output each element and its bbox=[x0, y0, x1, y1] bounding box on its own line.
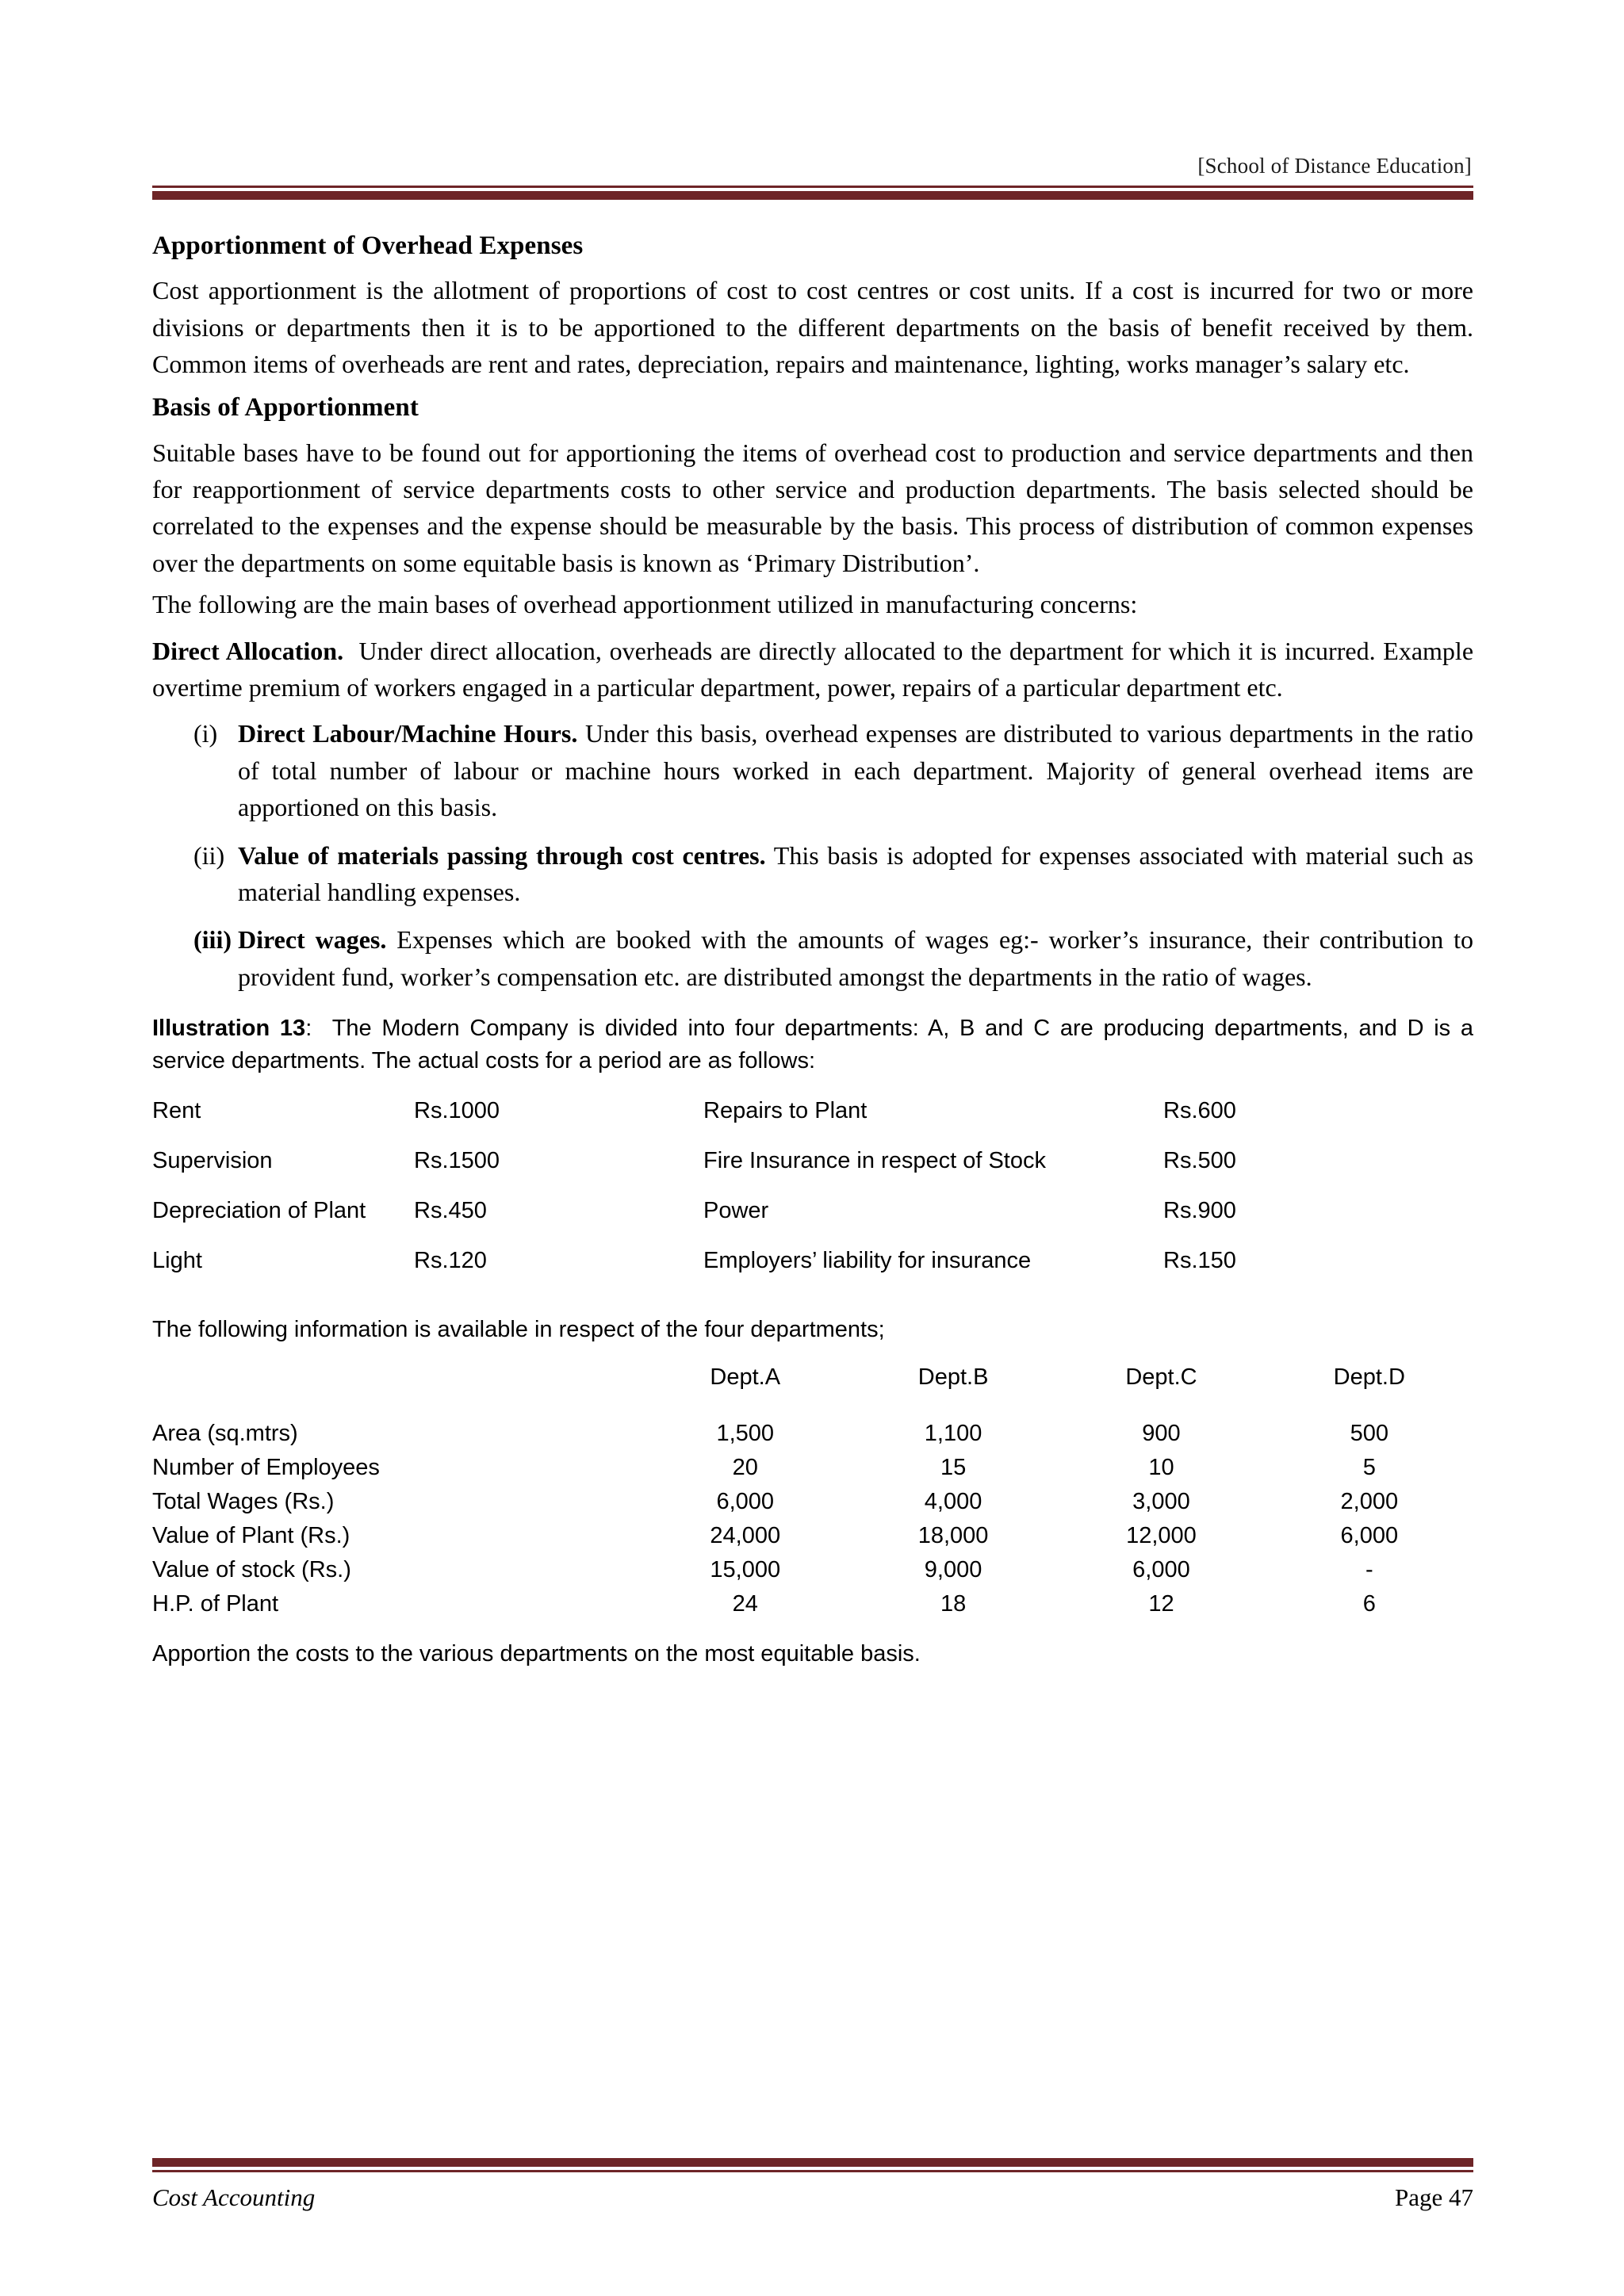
cell-dept-d: 500 bbox=[1350, 1420, 1388, 1446]
illustration-intro bbox=[152, 1012, 1473, 1077]
table-row bbox=[152, 1489, 1473, 1523]
cell-dept-d: - bbox=[1365, 1556, 1373, 1582]
cell-dept-d: 5 bbox=[1362, 1454, 1376, 1480]
paragraph-apportionment: Cost apportionment is the allotment of proportions of cost to cost centres or cost units. If a cost is incurred for two or more divisions or departments then it is to be apportioned to the different departments on the basis of benefit received by them. Common items of overheads are rent and rates, depreciation, repairs and maintenance, lighting, works manager’s salary etc. bbox=[152, 276, 1473, 379]
cost-label-left: Rent bbox=[152, 1098, 201, 1124]
cost-amount-right: Rs.150 bbox=[1163, 1248, 1236, 1274]
roman-numeral-list bbox=[152, 715, 1473, 995]
cost-amount-left: Rs.1000 bbox=[414, 1098, 500, 1124]
row-label: H.P. of Plant bbox=[152, 1590, 279, 1617]
cell-dept-c: 10 bbox=[1148, 1454, 1174, 1480]
cost-label-right: Power bbox=[703, 1198, 769, 1224]
department-data-table bbox=[152, 1364, 1473, 1617]
table-row bbox=[152, 1591, 1473, 1617]
cell-dept-b: 18 bbox=[940, 1590, 967, 1617]
table-row bbox=[152, 1198, 1473, 1248]
row-label: Area (sq.mtrs) bbox=[152, 1420, 298, 1446]
direct-allocation-text: Under direct allocation, overheads are directly allocated to the department for which it is incurred. Example overtime premium of workers engaged in a particular department, power, repairs of a particular department etc. bbox=[152, 636, 1474, 702]
column-header-dept-d: Dept.D bbox=[1333, 1364, 1405, 1390]
cost-label-right: Fire Insurance in respect of Stock bbox=[703, 1148, 1046, 1174]
footer-row bbox=[152, 2183, 1473, 2212]
table-corner-cell bbox=[152, 1364, 642, 1421]
cell-dept-b: 9,000 bbox=[924, 1556, 982, 1582]
cell-dept-c: 6,000 bbox=[1132, 1556, 1190, 1582]
cell-dept-a: 15,000 bbox=[710, 1556, 781, 1582]
footer-rule-thin bbox=[152, 2170, 1473, 2172]
cost-amount-left: Rs.1500 bbox=[414, 1148, 500, 1174]
direct-allocation-lead: Direct Allocation. bbox=[152, 636, 344, 665]
list-item-body bbox=[238, 921, 1473, 995]
row-label: Total Wages (Rs.) bbox=[152, 1488, 335, 1514]
running-head: [School of Distance Education] bbox=[1197, 154, 1472, 178]
header-rule bbox=[152, 186, 1473, 200]
list-item-lead: Direct wages. bbox=[238, 925, 387, 955]
list-item-marker: (ii) bbox=[193, 840, 225, 870]
cost-label-right: Repairs to Plant bbox=[703, 1098, 868, 1124]
cost-amount-left: Rs.450 bbox=[414, 1198, 487, 1224]
row-label: Value of Plant (Rs.) bbox=[152, 1522, 350, 1548]
table-row bbox=[152, 1523, 1473, 1557]
table-row bbox=[152, 1557, 1473, 1591]
cost-list-table bbox=[152, 1098, 1473, 1298]
cell-dept-b: 18,000 bbox=[917, 1522, 989, 1548]
column-header-dept-b: Dept.B bbox=[917, 1364, 989, 1390]
list-item-marker: (iii) bbox=[193, 925, 232, 955]
page-header bbox=[152, 155, 1473, 200]
table-row bbox=[152, 1455, 1473, 1489]
illustration-label: Illustration 13 bbox=[152, 1016, 306, 1042]
cell-dept-a: 20 bbox=[732, 1454, 758, 1480]
illustration-closing: Apportion the costs to the various departments on the most equitable basis. bbox=[152, 1640, 921, 1667]
list-item-text: This basis is adopted for expenses associated with material such as material handling expenses. bbox=[238, 840, 1474, 906]
table-row bbox=[152, 1148, 1473, 1198]
footer-rule-thick bbox=[152, 2158, 1473, 2167]
cost-label-left: Supervision bbox=[152, 1148, 273, 1174]
cell-dept-c: 900 bbox=[1142, 1420, 1181, 1446]
footer-page-number: Page 47 bbox=[1394, 2183, 1473, 2211]
table-header-row bbox=[152, 1364, 1473, 1421]
row-label: Number of Employees bbox=[152, 1454, 380, 1480]
footer-book-title: Cost Accounting bbox=[152, 2183, 316, 2211]
cell-dept-d: 6 bbox=[1362, 1590, 1376, 1617]
cell-dept-a: 24,000 bbox=[710, 1522, 781, 1548]
list-item-lead: Direct Labour/Machine Hours. bbox=[238, 719, 578, 748]
illustration-available-note: The following information is available in respect of the four departments; bbox=[152, 1317, 885, 1343]
list-item bbox=[152, 921, 1473, 995]
cell-dept-d: 2,000 bbox=[1340, 1488, 1399, 1514]
page-content bbox=[152, 230, 1473, 1670]
table-row bbox=[152, 1098, 1473, 1148]
cell-dept-a: 24 bbox=[732, 1590, 758, 1617]
cost-amount-right: Rs.900 bbox=[1163, 1198, 1236, 1224]
cell-dept-a: 6,000 bbox=[716, 1488, 775, 1514]
paragraph-basis-2: The following are the main bases of overhead apportionment utilized in manufacturing concerns: bbox=[152, 590, 1138, 619]
list-item-marker: (i) bbox=[193, 719, 218, 748]
cell-dept-b: 15 bbox=[940, 1454, 967, 1480]
header-rule-thick bbox=[152, 191, 1473, 200]
cell-dept-b: 4,000 bbox=[924, 1488, 982, 1514]
table-row bbox=[152, 1421, 1473, 1455]
list-item-text: Expenses which are booked with the amounts of wages eg:- worker’s insurance, their contribution to provident fund, worker’s compensation etc. are distributed amongst the departments in the ratio of wages. bbox=[238, 925, 1474, 991]
footer-rule bbox=[152, 2158, 1473, 2172]
row-label: Value of stock (Rs.) bbox=[152, 1556, 351, 1582]
illustration-colon: : bbox=[305, 1016, 312, 1042]
heading-basis-of-apportionment: Basis of Apportionment bbox=[152, 393, 419, 423]
paragraph-direct-allocation bbox=[152, 633, 1473, 706]
cell-dept-c: 3,000 bbox=[1132, 1488, 1190, 1514]
cost-amount-right: Rs.600 bbox=[1163, 1098, 1236, 1124]
cell-dept-d: 6,000 bbox=[1340, 1522, 1399, 1548]
cost-amount-left: Rs.120 bbox=[414, 1248, 487, 1274]
list-item-body bbox=[238, 715, 1473, 825]
list-item-lead: Value of materials passing through cost centres. bbox=[238, 840, 766, 870]
table-row bbox=[152, 1248, 1473, 1298]
cost-label-left: Light bbox=[152, 1248, 202, 1274]
page-footer bbox=[152, 2158, 1473, 2212]
heading-apportionment-of-overhead-expenses: Apportionment of Overhead Expenses bbox=[152, 232, 584, 260]
cell-dept-b: 1,100 bbox=[924, 1420, 982, 1446]
cost-label-right: Employers’ liability for insurance bbox=[703, 1248, 1032, 1274]
list-item bbox=[152, 837, 1473, 911]
cell-dept-c: 12 bbox=[1148, 1590, 1174, 1617]
illustration-text: The Modern Company is divided into four departments: A, B and C are producing departments, and D is a service departments. The actual costs for a period are as follows: bbox=[152, 1016, 1474, 1074]
column-header-dept-c: Dept.C bbox=[1125, 1364, 1197, 1390]
paragraph-basis-1: Suitable bases have to be found out for apportioning the items of overhead cost to production and service departments and then for reapportionment of service departments costs to other service and production departments. The basis selected should be correlated to the expenses and the expense should be measurable by the basis. This process of distribution of common expenses over the departments on some equitable basis is known as ‘Primary Distribution’. bbox=[152, 438, 1473, 577]
cost-label-left: Depreciation of Plant bbox=[152, 1198, 366, 1224]
list-item bbox=[152, 715, 1473, 825]
cost-amount-right: Rs.500 bbox=[1163, 1148, 1236, 1174]
list-item-text: Under this basis, overhead expenses are distributed to various departments in the ratio of total number of labour or machine hours worked in each department. Majority of general overhead items are apportioned on this basis. bbox=[238, 719, 1474, 822]
list-item-body bbox=[238, 837, 1473, 911]
column-header-dept-a: Dept.A bbox=[710, 1364, 781, 1390]
cell-dept-a: 1,500 bbox=[716, 1420, 775, 1446]
cell-dept-c: 12,000 bbox=[1126, 1522, 1197, 1548]
